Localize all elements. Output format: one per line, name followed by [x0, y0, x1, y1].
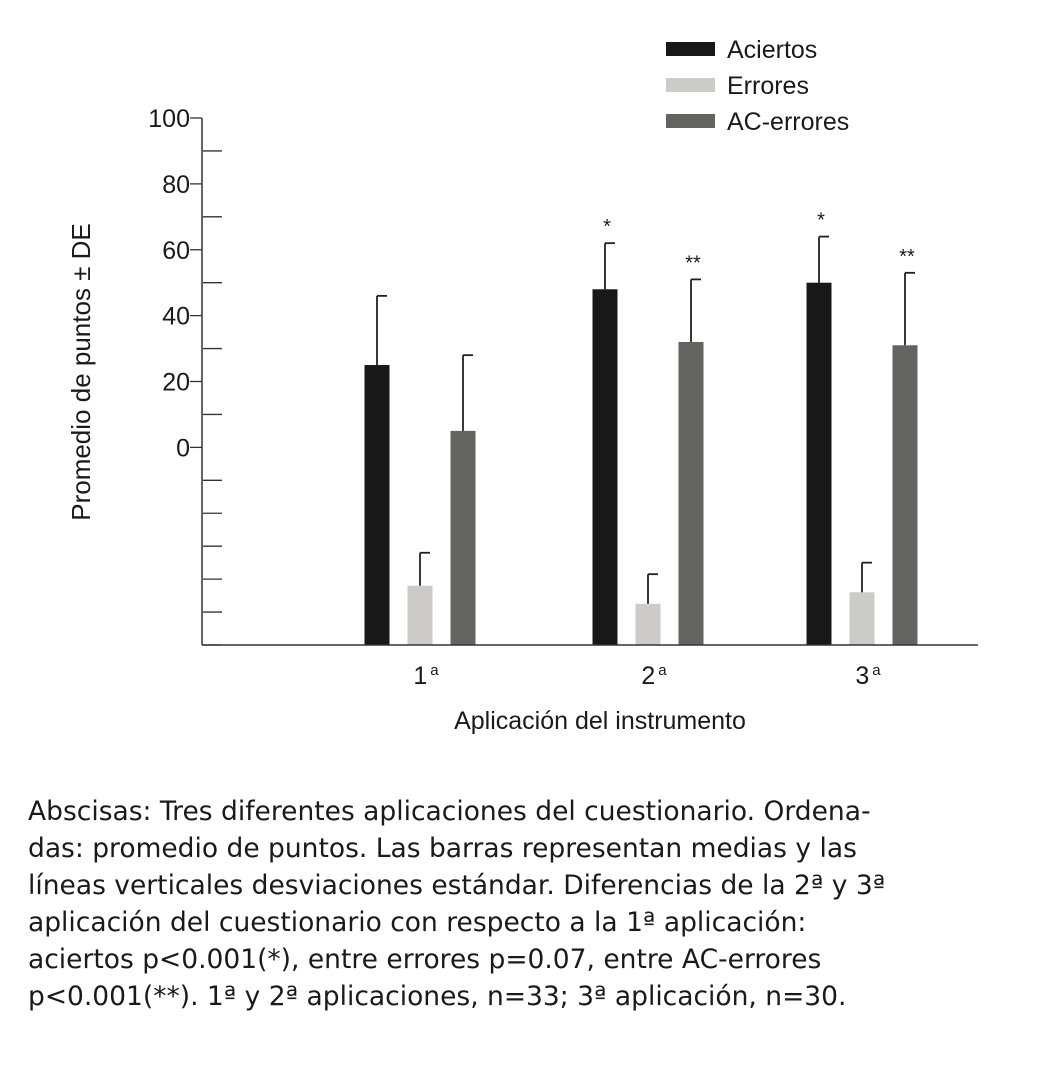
legend-swatch: [666, 78, 715, 92]
bar-aciertos: [807, 283, 832, 645]
significance-marker: *: [603, 216, 611, 239]
bar-ac-errores: [679, 342, 704, 645]
y-tick-label: 20: [162, 368, 190, 397]
caption-line: aciertos p<0.001(*), entre errores p=0.07, entre AC-errores: [28, 944, 822, 975]
legend-swatch: [666, 114, 715, 128]
x-tick-label: 1 $^a$: [413, 662, 439, 690]
caption-line: Abscisas: Tres diferentes aplicaciones del cuestionario. Ordena-: [28, 796, 871, 827]
legend-label: Aciertos: [727, 36, 818, 64]
legend-label: Errores: [727, 72, 809, 100]
bar-ac-errores: [451, 431, 476, 645]
bars-layer: [365, 283, 918, 645]
y-tick-label: 0: [176, 434, 190, 463]
annotations-layer: [603, 210, 915, 275]
x-ticks-layer: [413, 662, 881, 690]
bar-ac-errores: [893, 345, 918, 645]
significance-marker: **: [899, 245, 915, 268]
y-axis-label: Promedio de puntos ± DE: [66, 223, 96, 521]
bar-errores: [636, 604, 661, 645]
significance-marker: **: [685, 252, 701, 275]
y-ticks-layer: [148, 105, 222, 645]
caption-line: aplicación del cuestionario con respecto a la 1ª aplicación:: [28, 907, 807, 938]
x-axis-label: Aplicación del instrumento: [454, 707, 746, 735]
y-tick-label: 100: [148, 105, 190, 133]
figure-caption: [28, 793, 1028, 1015]
bar-errores: [408, 586, 433, 645]
y-tick-label: 80: [162, 170, 190, 199]
bar-aciertos: [593, 289, 618, 645]
bar-errores: [850, 592, 875, 645]
caption-line: das: promedio de puntos. Las barras representan medias y las: [28, 833, 857, 864]
bar-aciertos: [365, 365, 390, 645]
legend-label: AC-errores: [727, 108, 850, 136]
y-tick-label: 60: [162, 236, 190, 265]
caption-line: p<0.001(**). 1ª y 2ª aplicaciones, n=33; 3ª aplicación, n=30.: [28, 981, 847, 1012]
x-tick-label: 2 $^a$: [641, 662, 667, 690]
significance-marker: *: [817, 209, 825, 232]
legend: [666, 36, 849, 136]
caption-line: líneas verticales desviaciones estándar. Diferencias de la 2ª y 3ª: [28, 870, 886, 901]
y-tick-label: 40: [162, 302, 190, 331]
legend-swatch: [666, 42, 715, 56]
x-tick-label: 3 $^a$: [855, 662, 881, 690]
